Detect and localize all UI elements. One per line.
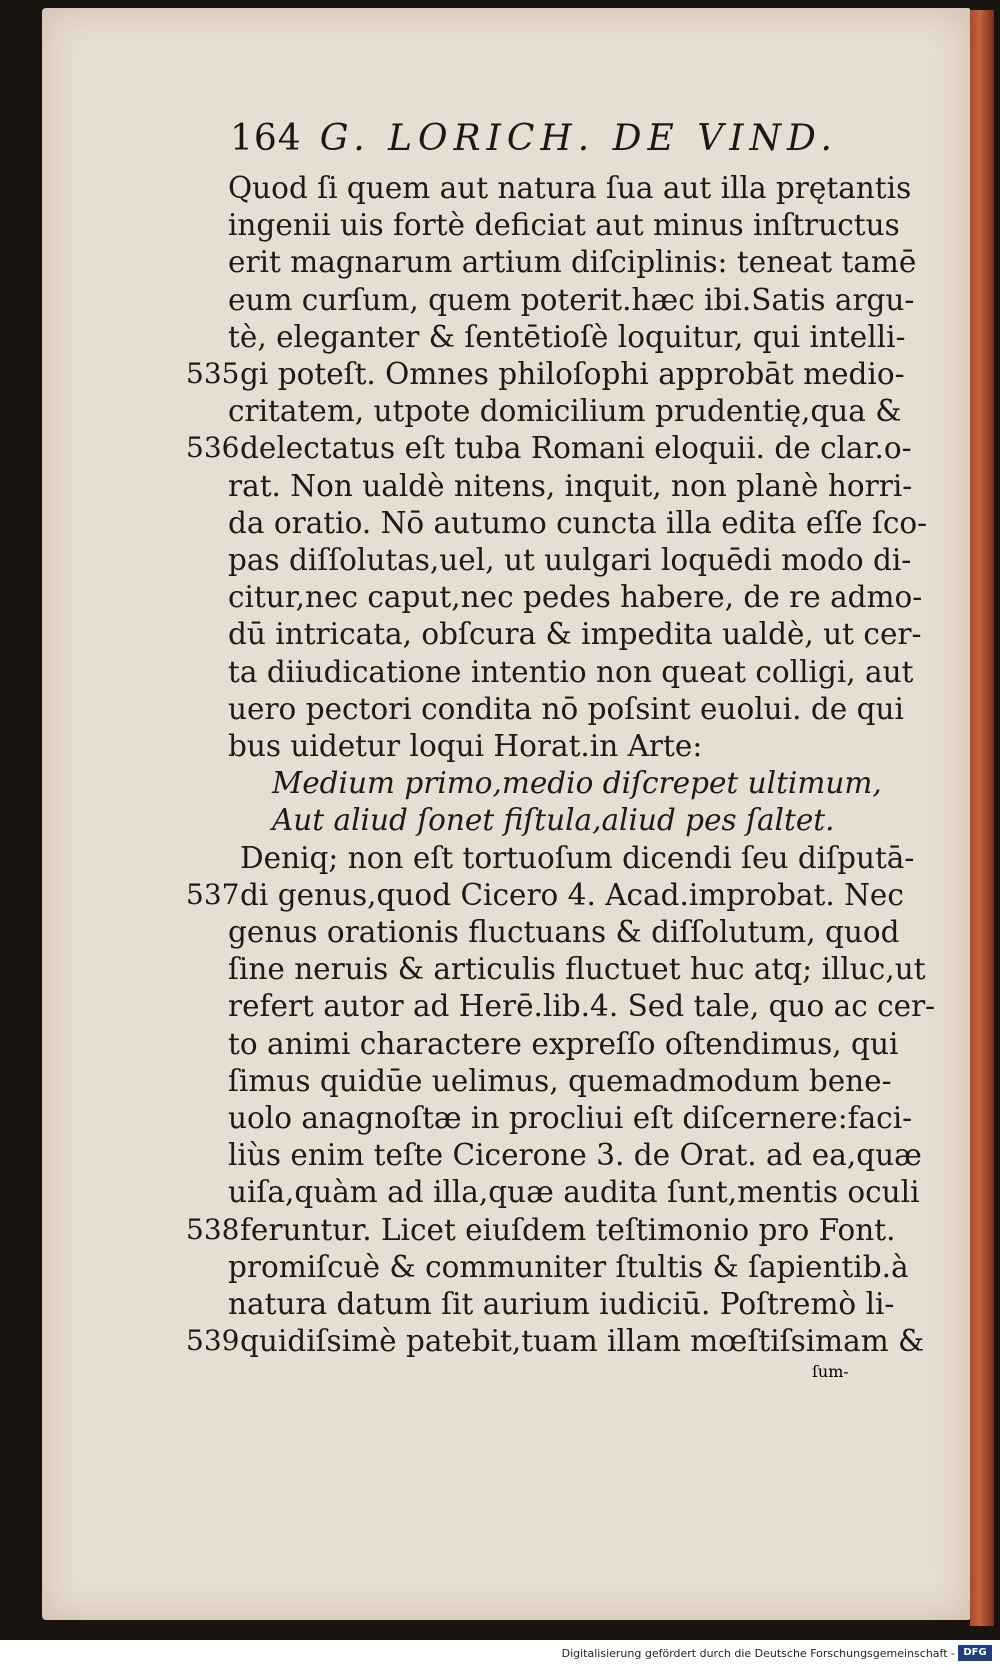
line-text: delectatus eſt tuba Romani eloquii. de clar.o-: [240, 431, 912, 466]
line-text: eum curſum, quem poterit.hæc ibi.Satis argu-: [228, 282, 915, 317]
footer: [0, 1640, 1000, 1670]
running-title: G. LORICH. DE VIND.: [319, 118, 838, 159]
line-text: uolo anagnoſtæ in procliui eſt diſcernere:faci-: [228, 1101, 913, 1135]
line-text: feruntur. Licet eiuſdem teſtimonio pro Font.: [240, 1212, 896, 1247]
line-text: natura datum ſit aurium iudiciū. Poſtremò li-: [228, 1287, 895, 1321]
line-text: uero pectori condita nō poſsint euolui. de qui: [228, 691, 904, 726]
line-text: genus orationis fluctuans & diſſolutum, quod: [228, 915, 900, 949]
marginal-note-number: 536: [186, 431, 240, 465]
line-text: critatem, utpote domicilium prudentię,qua &: [228, 394, 902, 429]
line-text: Medium primo,medio diſcrepet ultimum,: [272, 766, 882, 801]
line-text: ſimus quidūe uelimus, quemadmodum bene-: [228, 1063, 892, 1098]
line-text: da oratio. Nō autumo cuncta illa edita eſſe ſco-: [228, 505, 928, 540]
line-text: bus uidetur loqui Horat.in Arte:: [228, 729, 703, 763]
marginal-note-number: 539: [186, 1324, 240, 1358]
line-text: erit magnarum artium diſciplinis: teneat tamē: [228, 245, 917, 280]
marginal-note-number: 535: [186, 357, 240, 390]
line-text: Deniq; non eſt tortuoſum dicendi ſeu diſputā-: [240, 840, 915, 875]
line-text: tè, eleganter & ſentētioſè loquitur, qui intelli-: [228, 319, 906, 354]
line-text: ta diiudicatione intentio non queat colligi, aut: [228, 654, 914, 689]
line-text: ſine neruis & articulis fluctuet huc atq; illuc,ut: [228, 952, 926, 987]
footer-credit: Digitalisierung gefördert durch die Deutsche Forschungsgemeinschaft -: [561, 1647, 955, 1660]
line-text: pas diſſolutas,uel, ut uulgari loquēdi modo di-: [228, 543, 912, 577]
line-text: citur,nec caput,nec pedes habere, de re admo-: [228, 580, 923, 615]
line-text: uiſa,quàm ad illa,quæ audita ſunt,mentis oculi: [228, 1175, 920, 1210]
line-text: dū intricata, obſcura & impedita ualdè, ut cer-: [228, 617, 922, 652]
marginal-note-number: 538: [186, 1212, 240, 1246]
line-text: refert autor ad Herē.lib.4. Sed tale, quo ac cer-: [228, 989, 936, 1024]
line-text: promiſcuè & communiter ſtultis & ſapientib.à: [228, 1249, 909, 1284]
line-text: di genus,quod Cicero 4. Acad.improbat. Nec: [240, 877, 904, 912]
page-number: 164: [230, 118, 302, 159]
line-text: Quod ſi quem aut natura ſua aut illa prętantis: [228, 171, 912, 205]
line-text: liùs enim teſte Cicerone 3. de Orat. ad ea,quæ: [228, 1138, 922, 1173]
line-text: to animi charactere expreſſo oſtendimus, qui: [228, 1026, 899, 1061]
line-text: Aut aliud ſonet fiſtula,aliud pes ſaltet.: [272, 803, 835, 838]
line-text: rat. Non ualdè nitens, inquit, non planè horri-: [228, 468, 913, 503]
line-text: ingenii uis fortè deficiat aut minus inſtructus: [228, 208, 900, 243]
marginal-note-number: 537: [186, 877, 240, 911]
line-text: gi poteſt. Omnes philoſophi approbāt medio-: [240, 357, 905, 391]
line-text: quidiſsimè patebit,tuam illam mœſtiſsimam &: [240, 1324, 925, 1359]
dfg-logo: DFG: [958, 1645, 992, 1661]
book-edge: [970, 10, 994, 1626]
